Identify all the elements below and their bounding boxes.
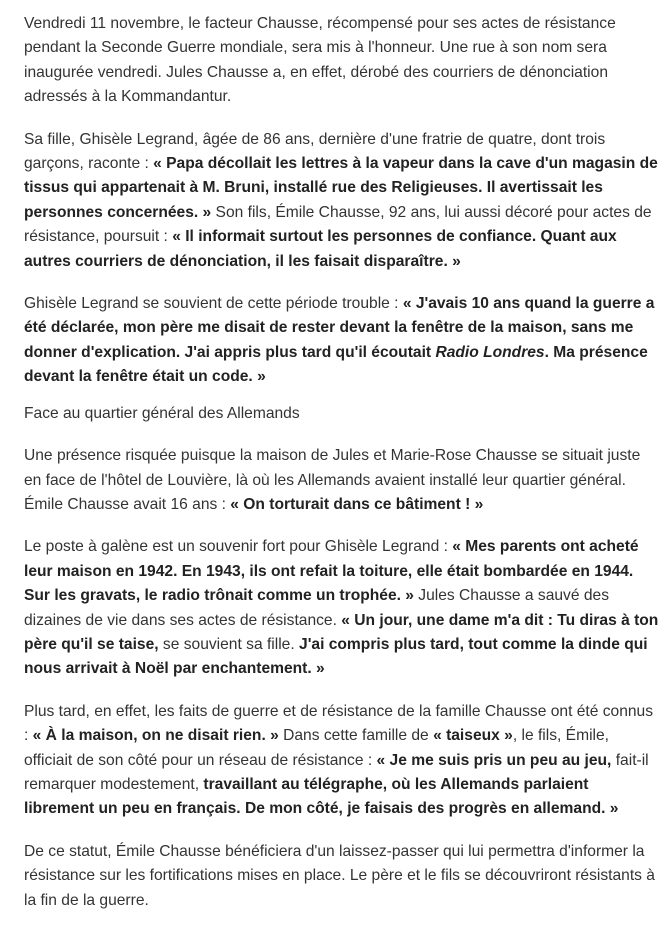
section-subheading: Face au quartier général des Allemands — [24, 404, 300, 422]
quote-text: « J'avais 10 ans quand la guerre a été déclarée, mon père me disait de rester devant la fenêtre de la maison, sans me donner d'explication. J'ai appris plus tard qu'il écoutait — [24, 295, 655, 361]
quote: J'ai compris plus tard, tout comme la dinde qui nous arrivait à Noël par enchantement. » — [24, 635, 648, 678]
paragraph-text: Ghisèle Legrand se souvient de cette période trouble : — [24, 295, 403, 313]
paragraph-conclusion — [24, 840, 660, 913]
quote: « On torturait dans ce bâtiment ! » — [230, 495, 484, 513]
paragraph-galena-radio — [24, 535, 660, 681]
quote: « taiseux » — [433, 727, 513, 745]
quote: travaillant au télégraphe, où les Allemands parlaient librement un peu en français. De mon côté, je faisais des progrès en allemand. » — [24, 775, 619, 818]
paragraph-text: fait-il remarquer modestement, — [24, 751, 649, 793]
quote: « Un jour, une dame m'a dit : Tu diras à ton père qu'il se taise, — [24, 611, 659, 653]
paragraph-text: , le fils, Émile, officiait de son côté pour un réseau de résistance : — [24, 727, 610, 769]
quote: « Je me suis pris un peu au jeu, — [376, 751, 612, 769]
paragraph-intro — [24, 12, 660, 110]
paragraph-text: se souvient sa fille. — [158, 635, 300, 653]
quote: « À la maison, on ne disait rien. » — [32, 727, 279, 745]
paragraph-text: Son fils, Émile Chausse, 92 ans, lui aussi décoré pour actes de résistance, poursuit : — [24, 203, 652, 246]
paragraph-headquarters — [24, 444, 660, 517]
paragraph-text: Une présence risquée puisque la maison de Jules et Marie-Rose Chausse se situait juste en face de l'hôtel de Louvière, là où les Allemands avaient installé leur quartier général. Émile Chausse avait 16 ans : — [24, 447, 641, 513]
paragraph-text: Dans cette famille de — [278, 727, 434, 745]
paragraph-text: Le poste à galène est un souvenir fort pour Ghisèle Legrand : — [24, 538, 453, 556]
paragraph-text: Plus tard, en effet, les faits de guerre et de résistance de la famille Chausse ont été connus : — [24, 702, 654, 745]
quote: « Mes parents ont acheté leur maison en 1942. En 1943, ils ont refait la toiture, elle était bombardée en 1944. Sur les gravats, le radio trônait comme un trophée. » — [24, 538, 639, 605]
paragraph-family-silence — [24, 700, 660, 822]
paragraph-daughter-testimony — [24, 128, 660, 274]
quote: « Papa décollait les lettres à la vapeur dans la cave d'un magasin de tissus qui appartenait à M. Bruni, installé rue des Religieuses. Il avertissait les personnes concernées. » — [24, 155, 658, 221]
quote: « Il informait surtout les personnes de confiance. Quant aux autres courriers de dénonciation, il les faisait disparaître. » — [24, 228, 617, 270]
quote-italic-text: Radio Londres — [435, 343, 545, 361]
article-body — [24, 12, 660, 913]
quote-text: . Ma présence devant la fenêtre était un code. » — [24, 343, 648, 386]
paragraph-radio-londres — [24, 292, 660, 390]
paragraph-text: Vendredi 11 novembre, le facteur Chausse, récompensé pour ses actes de résistance pendant la Seconde Guerre mondiale, sera mis à l'honneur. Une rue à son nom sera inaugurée vendredi. Jules Chausse a, en effet, dérobé des courriers de dénonciation adressés à la Kommandantur. — [24, 15, 616, 106]
paragraph-text: Sa fille, Ghisèle Legrand, âgée de 86 ans, dernière d'une fratrie de quatre, dont trois garçons, raconte : — [24, 130, 606, 173]
paragraph-text: De ce statut, Émile Chausse bénéficiera d'un laissez-passer qui lui permettra d'informer la résistance sur les fortifications mises en place. Le père et le fils se découvriront résistants à la fin de la guerre. — [24, 842, 655, 909]
paragraph-text: Jules Chausse a sauvé des dizaines de vie dans ses actes de résistance. — [24, 587, 609, 629]
